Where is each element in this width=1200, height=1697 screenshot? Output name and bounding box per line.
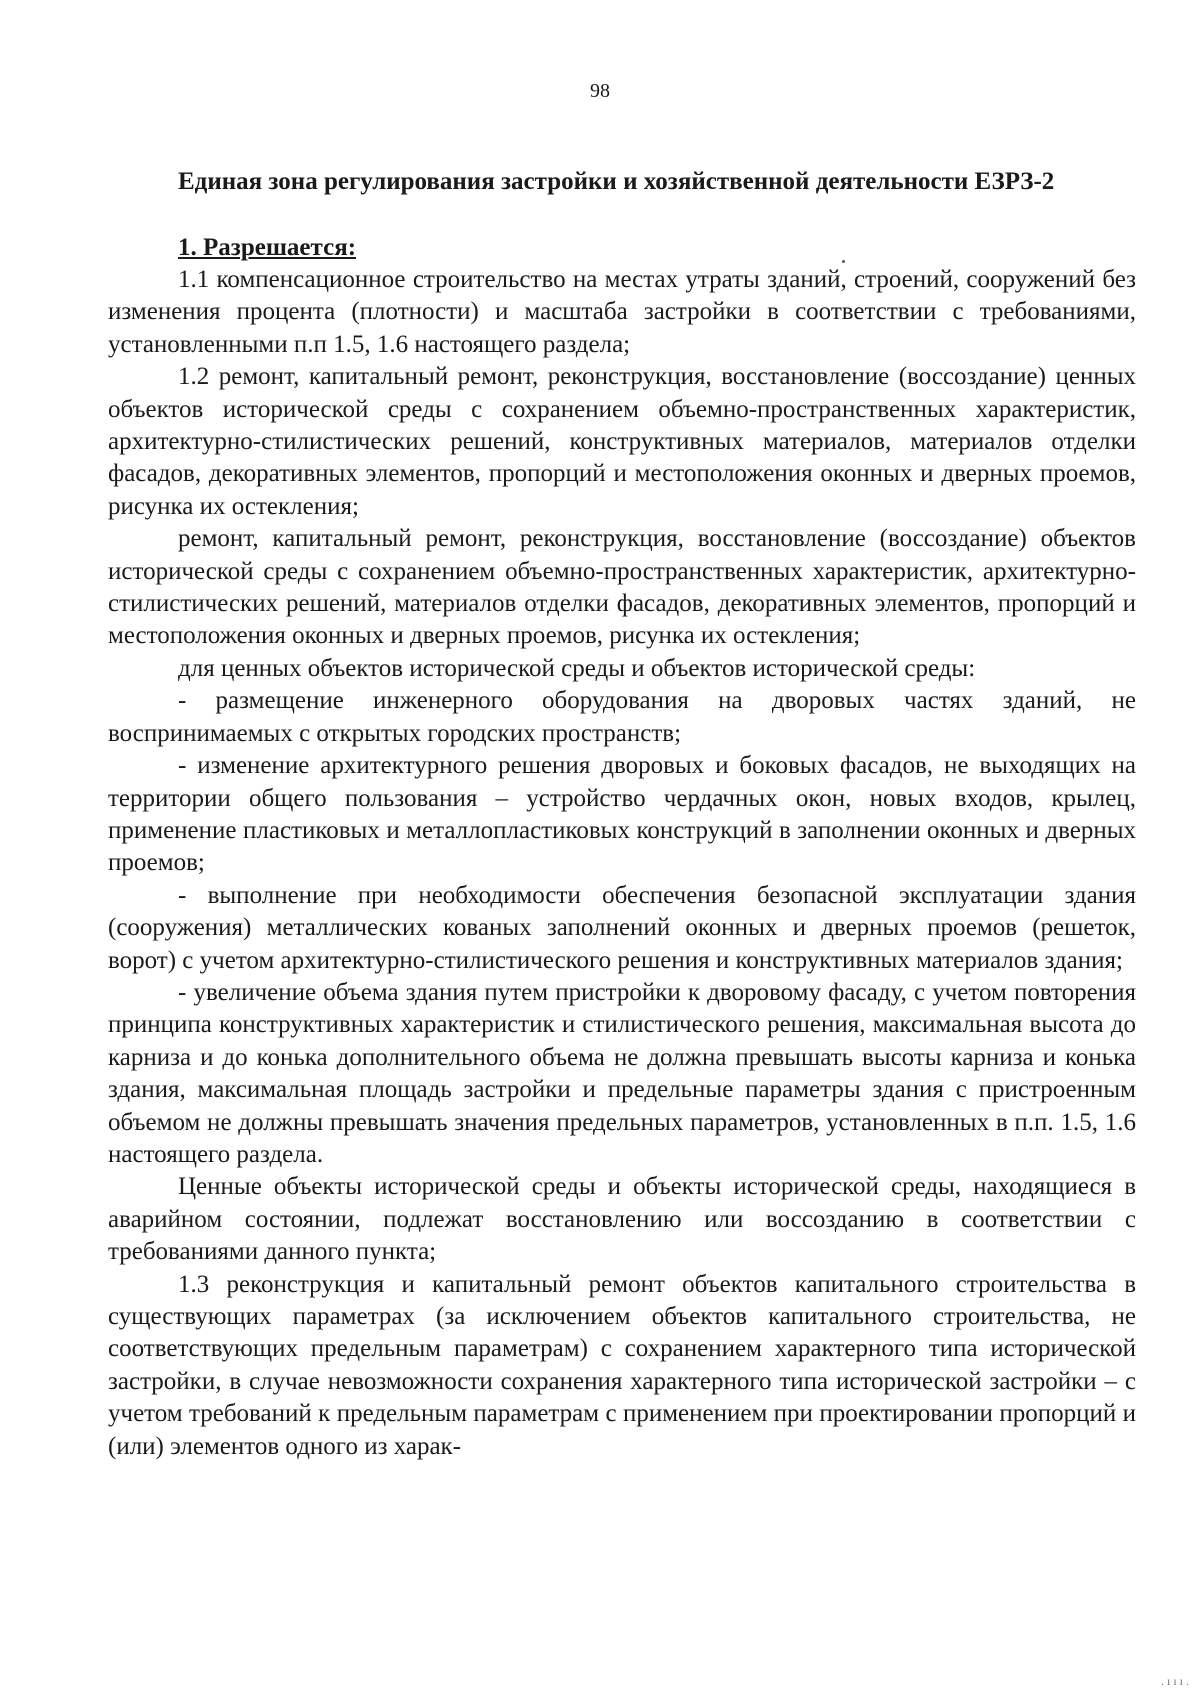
page-number: 98	[590, 80, 610, 102]
paragraph: 1.2 ремонт, капитальный ремонт, реконструкция, восстановление (воссоздание) ценных объектов исторической среды с сохранением объемно-пространственных характеристик, архитектурно-стилистических решений, конструктивных материалов, материалов отделки фасадов, декоративных элементов, пропорций и местоположения оконных и дверных проемов, рисунка их остекления;	[108, 363, 1136, 520]
paragraph: ремонт, капитальный ремонт, реконструкция, восстановление (воссоздание) объектов исторической среды с сохранением объемно-пространственных характеристик, архитектурно-стилистических решений, материалов отделки фасадов, декоративных элементов, пропорций и местоположения оконных и дверных проемов, рисунка их остекления;	[108, 525, 1136, 650]
paragraph: - размещение инженерного оборудования на дворовых частях зданий, не воспринимаемых с открытых городских пространств;	[108, 687, 1136, 747]
paragraph: 1.1 компенсационное строительство на местах утраты зданий, строений, сооружений без изменения процента (плотности) и масштаба застройки в соответствии с требованиями, установленными п.п 1.5, 1.6 настоящего раздела;	[108, 266, 1136, 358]
paragraph: для ценных объектов исторической среды и объектов исторической среды:	[178, 654, 976, 682]
paragraph: - изменение архитектурного решения дворовых и боковых фасадов, не выходящих на территории общего пользования – устройство чердачных окон, новых входов, крылец, применение пластиковых и металлопластиковых конструкций в заполнении оконных и дверных проемов;	[108, 752, 1136, 877]
paragraph: 1.3 реконструкция и капитальный ремонт объектов капитального строительства в существующих параметрах (за исключением объектов капитального строительства, не соответствующих предельным параметрам) с сохранением характерного типа исторической застройки, в случае невозможности сохранения характерного типа исторической застройки – с учетом требований к предельным параметрам с применением при проектировании пропорций и (или) элементов одного из харак-	[108, 1270, 1136, 1460]
paragraph: - увеличение объема здания путем пристройки к дворовому фасаду, с учетом повторения принципа конструктивных характеристик и стилистического решения, максимальная высота до карниза и до конька дополнительного объема не должна превышать высоты карниза и конька здания, максимальная площадь застройки и предельные параметры здания с пристроенным объемом не должны превышать значения предельных параметров, установленных в п.п. 1.5, 1.6 настоящего раздела.	[108, 978, 1136, 1168]
section-heading: 1. Разрешается:	[178, 234, 357, 261]
paragraph: - выполнение при необходимости обеспечения безопасной эксплуатации здания (сооружения) металлических кованых заполнений оконных и дверных проемов (решеток, ворот) с учетом архитектурно-стилистического решения и конструктивных материалов здания;	[108, 881, 1136, 974]
paragraph: Ценные объекты исторической среды и объекты исторической среды, находящиеся в аварийном состоянии, подлежат восстановлению или воссозданию в соответствии с требованиями данного пункта;	[108, 1173, 1136, 1266]
section-title: Единая зона регулирования застройки и хозяйственной деятельности ЕЗРЗ-2	[178, 168, 1055, 195]
document-body	[108, 166, 1136, 1463]
scan-artifact: .ııı.	[1160, 1674, 1192, 1688]
